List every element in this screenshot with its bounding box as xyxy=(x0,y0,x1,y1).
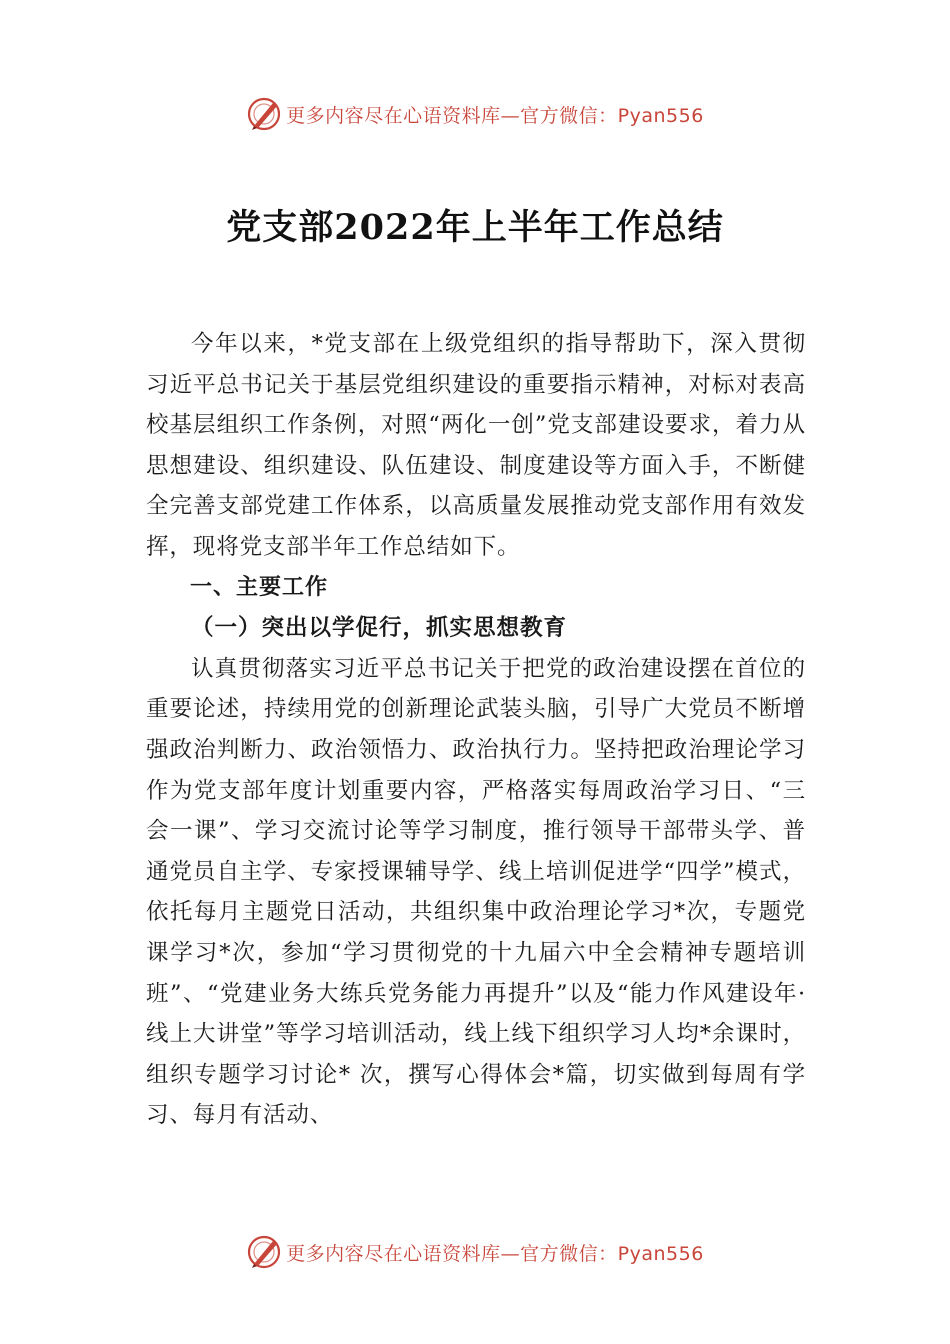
section-heading-main-work: 一、主要工作 xyxy=(190,574,329,600)
subsection-paragraph-study: 认真贯彻落实习近平总书记关于把党的政治建设摆在首位的重要论述，持续用党的创新理论武装头脑，引导广大党员不断增强政治判断力、政治领悟力、政治执行力。坚持把政治理论学习作为党支部年度计划重要内容，严格落实每周政治学习日、“三会一课”、学习交流讨论等学习制度，推行领导干部带头学、普通党员自主学、专家授课辅导学、线上培训促进学“四学”模式，依托每月主题党日活动，共组织集中政治理论学习*次，专题党课学习*次，参加“学习贯彻党的十九届六中全会精神专题培训班”、“党建业务大练兵党务能力再提升”以及“能力作风建设年·线上大讲堂”等学习培训活动，线上线下组织学习人均*余课时，组织专题学习讨论* 次，撰写心得体会*篇，切实做到每周有学习、每月有活动、 xyxy=(146,655,806,1129)
watermark-text: 更多内容尽在心语资料库—官方微信：Pyan556 xyxy=(286,104,704,127)
intro-paragraph: 今年以来，*党支部在上级党组织的指导帮助下，深入贯彻习近平总书记关于基层党组织建设的重要指示精神，对标对表高校基层组织工作条例，对照“两化一创”党支部建设要求，着力从思想建设、组织建设、队伍建设、制度建设等方面入手，不断健全完善支部党建工作体系，以高质量发展推动党支部作用有效发挥，现将党支部半年工作总结如下。 xyxy=(146,331,806,560)
pen-logo-icon xyxy=(246,96,282,132)
watermark-banner-bottom xyxy=(0,1232,950,1272)
watermark-banner-top xyxy=(0,94,950,134)
document-title: 党支部2022年上半年工作总结 xyxy=(226,207,724,248)
document-body xyxy=(146,324,806,1136)
pen-logo-icon xyxy=(246,1234,282,1270)
watermark-text: 更多内容尽在心语资料库—官方微信：Pyan556 xyxy=(286,1242,704,1265)
subsection-heading-study: （一）突出以学促行，抓实思想教育 xyxy=(191,615,568,642)
